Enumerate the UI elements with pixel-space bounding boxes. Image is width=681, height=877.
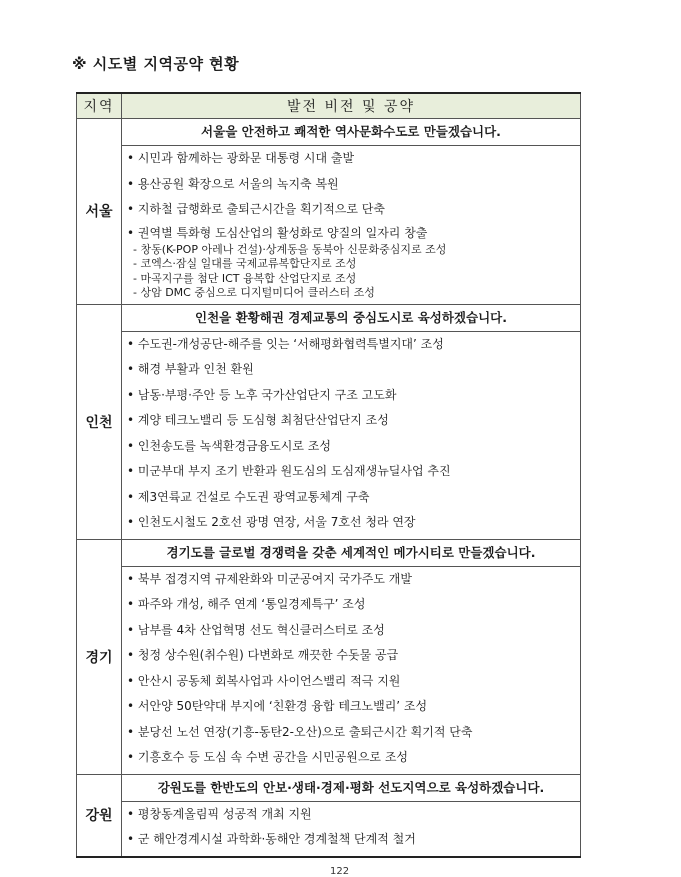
pledge-subitem: - 상암 DMC 중심으로 디지털미디어 클러스터 조성 [133, 286, 375, 299]
pledge-item: • 용산공원 확장으로 서울의 녹지축 복원 [127, 176, 339, 191]
header-region: 지역 [77, 93, 122, 119]
region-name: 서울 [77, 119, 122, 305]
pledge-item: • 남동·부평·주안 등 노후 국가산업단지 구조 고도화 [127, 387, 397, 402]
region-content [122, 304, 581, 539]
pledge-item: • 청정 상수원(취수원) 다변화로 깨끗한 수돗물 공급 [127, 648, 399, 662]
region-row-seoul [77, 119, 581, 305]
pledge-item: • 인천송도를 녹색환경금융도시로 조성 [127, 438, 331, 453]
pledge-item: • 해경 부활과 인천 환원 [127, 362, 254, 376]
page-number: 122 [330, 866, 350, 877]
header-content: 발전 비전 및 공약 [122, 93, 581, 119]
region-name: 경기 [77, 539, 122, 774]
pledge-item: • 군 해안경계시설 과학화·동해안 경계철책 단계적 철거 [127, 832, 416, 846]
pledge-list [122, 332, 580, 539]
pledge-item: • 제3연륙교 건설로 수도권 광역교통체계 구축 [127, 489, 370, 504]
region-row-gyeonggi [77, 539, 581, 774]
pledge-subitem: - 코엑스·잠실 일대를 국제교류복합단지로 조성 [133, 257, 357, 270]
pledge-subitem: - 마곡지구를 첨단 ICT 융복합 산업단지로 조성 [133, 271, 357, 285]
region-content [122, 774, 581, 857]
pledge-list [122, 567, 580, 774]
pledge-item: • 계양 테크노밸리 등 도심형 최첨단산업단지 조성 [127, 413, 389, 427]
region-vision: 경기도를 글로벌 경쟁력을 갖춘 세계적인 메가시티로 만들겠습니다. [122, 540, 580, 567]
pledge-item: • 인천도시철도 2호선 광명 연장, 서울 7호선 청라 연장 [127, 515, 416, 529]
region-row-gangwon [77, 774, 581, 857]
pledge-item: • 미군부대 부지 조기 반환과 원도심의 도심재생뉴딜사업 추진 [127, 464, 451, 478]
region-vision: 강원도를 한반도의 안보·생태·경제·평화 선도지역으로 육성하겠습니다. [122, 775, 580, 802]
region-name: 인천 [77, 304, 122, 539]
pledge-item: • 권역별 특화형 도심산업의 활성화로 양질의 일자리 창출 [127, 225, 428, 240]
regional-pledges-table [76, 92, 581, 858]
pledge-item: • 안산시 공동체 회복사업과 사이언스밸리 적극 지원 [127, 673, 401, 688]
pledge-item: • 기흥호수 등 도심 속 수변 공간을 시민공원으로 조성 [127, 750, 409, 764]
pledge-item: • 서안양 50탄약대 부지에 ‘친환경 융합 테크노밸리’ 조성 [127, 699, 428, 713]
pledge-item: • 평창동계올림픽 성공적 개최 지원 [127, 806, 312, 821]
pledge-list [122, 146, 580, 304]
region-vision: 서울을 안전하고 쾌적한 역사문화수도로 만들겠습니다. [122, 119, 580, 146]
region-vision: 인천을 환황해권 경제교통의 중심도시로 육성하겠습니다. [122, 305, 580, 332]
pledge-item: • 지하철 급행화로 출퇴근시간을 획기적으로 단축 [127, 202, 385, 216]
region-row-incheon [77, 304, 581, 539]
pledge-item: • 수도권-개성공단-해주를 잇는 ‘서해평화협력특별지대’ 조성 [127, 336, 444, 351]
pledge-list [122, 802, 580, 856]
pledge-item: • 남부를 4차 산업혁명 선도 혁신클러스터로 조성 [127, 622, 385, 637]
table-header-row [77, 93, 581, 119]
pledge-item: • 북부 접경지역 규제완화와 미군공여지 국가주도 개발 [127, 571, 412, 586]
pledge-item: • 파주와 개성, 해주 연계 ‘통일경제특구’ 조성 [127, 597, 366, 611]
region-name: 강원 [77, 774, 122, 857]
region-content [122, 539, 581, 774]
pledge-item: • 분당선 노선 연장(기흥-동탄2-오산)으로 출퇴근시간 획기적 단축 [127, 724, 473, 739]
pledge-item: • 시민과 함께하는 광화문 대통령 시대 출발 [127, 151, 355, 165]
pledge-subitem: - 창동(K-POP 아레나 건설)·상계동을 동북아 신문화중심지로 조성 [133, 242, 447, 256]
page-title: ※ 시도별 지역공약 현황 [72, 55, 240, 73]
region-content [122, 119, 581, 305]
